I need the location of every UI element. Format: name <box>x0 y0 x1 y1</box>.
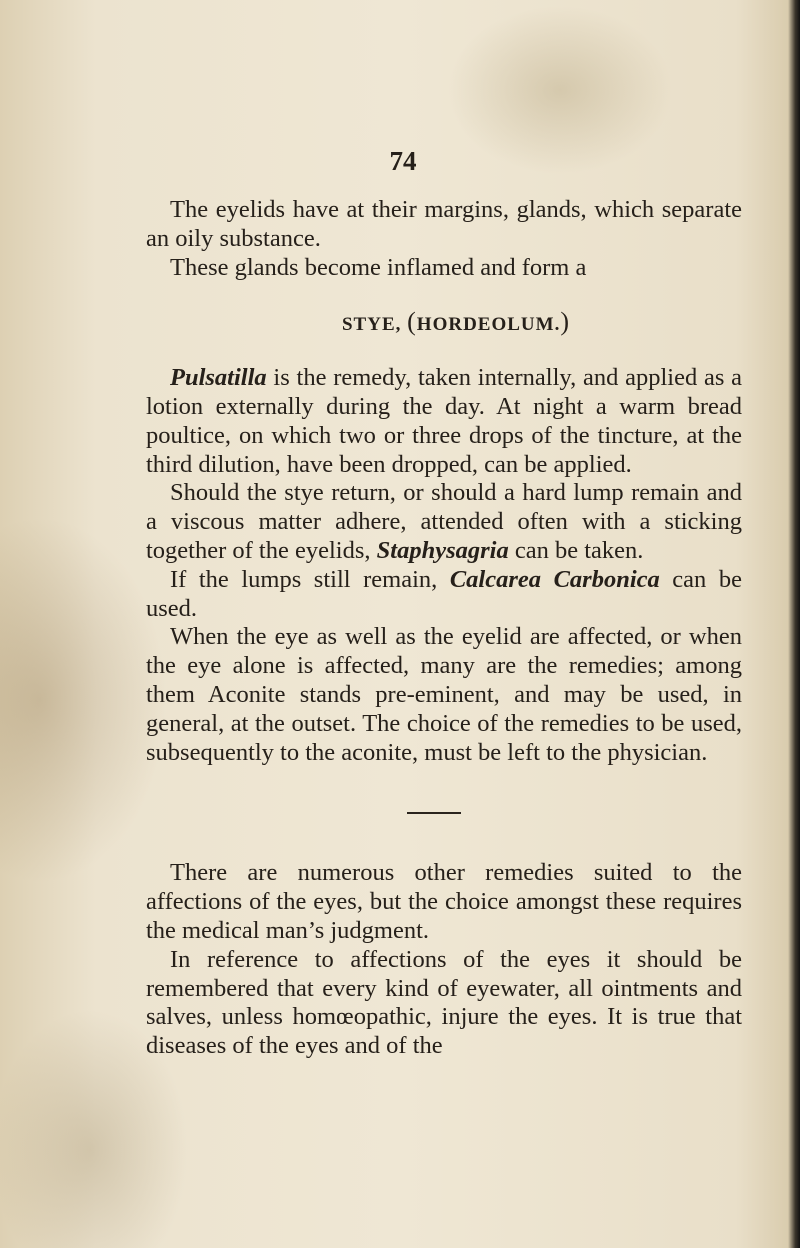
paragraph-lumps: If the lumps still remain, Calcarea Carbonica can be used. <box>146 565 742 622</box>
remedy-calcarea: Calcarea Carbonica <box>449 565 660 593</box>
page-edge <box>788 0 800 1248</box>
paragraph-eyelid-glands: The eyelids have at their margins, glands, which separate an oily substance. <box>146 196 742 252</box>
paragraph-stye-return: Should the stye return, or should a hard lump remain and a viscous matter adhere, attended often with a sticking together of the eyelids, Staphysagria can be taken. <box>146 479 742 564</box>
page-number: 74 <box>389 146 417 176</box>
paragraph-eye-affected: When the eye as well as the eyelid are affected, or when the eye alone is affected, many are the remedies; among them Aconite stands pre-eminent, and may be used, in general, at the outset. The choice of the remedies to be used, subsequently to the aconite, must be left to the physician. <box>146 623 742 766</box>
remedy-pulsatilla: Pulsatilla <box>170 364 267 392</box>
heading-close-paren: ) <box>560 307 570 337</box>
heading-open-paren: ( <box>407 307 417 337</box>
paragraph-pulsatilla: Pulsatilla is the remedy, taken internally, and applied as a lotion externally during the day. At night a warm bread poultice, on which two or three drops of the tincture, at the third dilution, have been dropped, can be applied. <box>146 364 742 478</box>
paragraph-eyewater: In reference to affections of the eyes it should be remembered that every kind of eyewater, all ointments and salves, unless homœopathic, injure the eyes. It is true that diseases of the eyes and of the <box>146 945 742 1060</box>
remedy-staphysagria: Staphysagria <box>376 536 509 564</box>
body-text <box>146 196 742 1061</box>
section-divider <box>407 812 461 814</box>
paragraph-other-remedies: There are numerous other remedies suited to the affections of the eyes, but the choice amongst these requires the medical man’s judgment. <box>146 859 742 944</box>
section-heading-stye <box>146 308 742 340</box>
heading-hordeolum: HORDEOLUM. <box>416 314 561 336</box>
heading-stye: STYE, <box>341 314 402 336</box>
paragraph-glands-inflamed: These glands become inflamed and form a <box>170 253 587 281</box>
